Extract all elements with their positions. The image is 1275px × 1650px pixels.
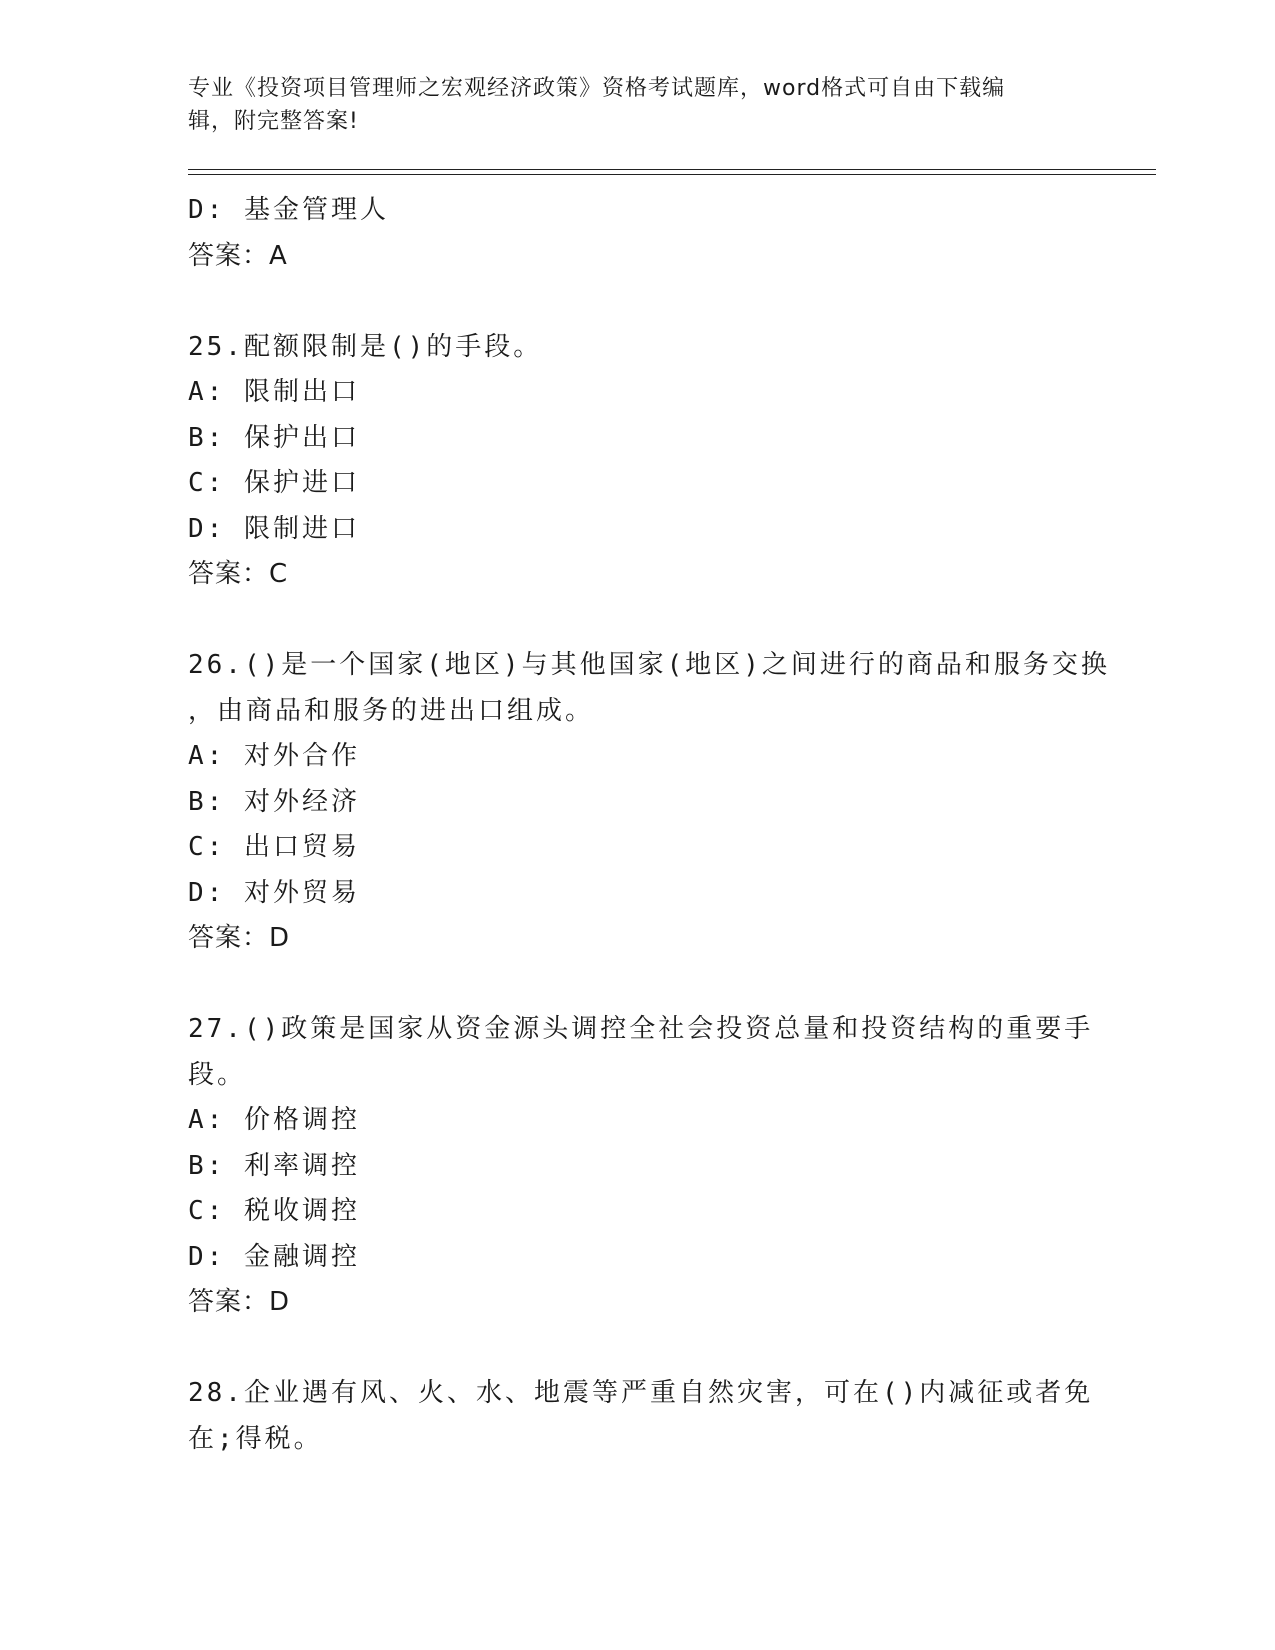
option-d: D: 金融调控 [188,1241,360,1272]
option-b: B: 保护出口 [188,422,360,453]
option-c: C: 税收调控 [188,1196,360,1226]
answer-line: 答案：D [188,923,291,953]
answer-line: 答案：C [188,559,289,589]
header-line-2: 辑，附完整答案! [188,109,359,134]
question-text-line-2: 段。 [188,1059,247,1090]
option-d: D: 基金管理人 [188,195,389,225]
answer-line: 答案：A [188,240,288,271]
prev-question-tail [188,188,1088,279]
question-26 [188,643,1110,962]
question-text: 25.配额限制是()的手段。 [188,331,543,362]
answer-line: 答案：D [188,1287,291,1317]
option-a: A: 价格调控 [188,1105,360,1135]
header-rule-top [188,169,1156,170]
question-text-line-2: ，由商品和服务的进出口组成。 [188,695,595,726]
question-25 [188,325,1088,598]
option-d: D: 对外贸易 [188,877,360,908]
option-a: A: 限制出口 [188,377,360,407]
question-27 [188,1007,1094,1326]
option-c: C: 出口贸易 [188,832,360,862]
document-header [188,72,1068,138]
question-list [188,188,1110,1462]
option-a: A: 对外合作 [188,741,360,771]
option-b: B: 利率调控 [188,1150,360,1181]
option-d: D: 限制进口 [188,513,360,544]
option-b: B: 对外经济 [188,786,360,817]
question-text-line-1: 28.企业遇有风、火、水、地震等严重自然灾害，可在()内减征或者免 [188,1378,1094,1408]
question-28 [188,1371,1094,1462]
question-text-line-1: 26.()是一个国家(地区)与其他国家(地区)之间进行的商品和服务交换 [188,650,1110,680]
question-text-line-1: 27.()政策是国家从资金源头调控全社会投资总量和投资结构的重要手 [188,1014,1094,1044]
option-c: C: 保护进口 [188,468,360,498]
header-line-1: 专业《投资项目管理师之宏观经济政策》资格考试题库，word格式可自由下载编 [188,76,1006,101]
question-text-line-2: 在;得税。 [188,1423,323,1454]
header-rule-bottom [188,174,1156,175]
